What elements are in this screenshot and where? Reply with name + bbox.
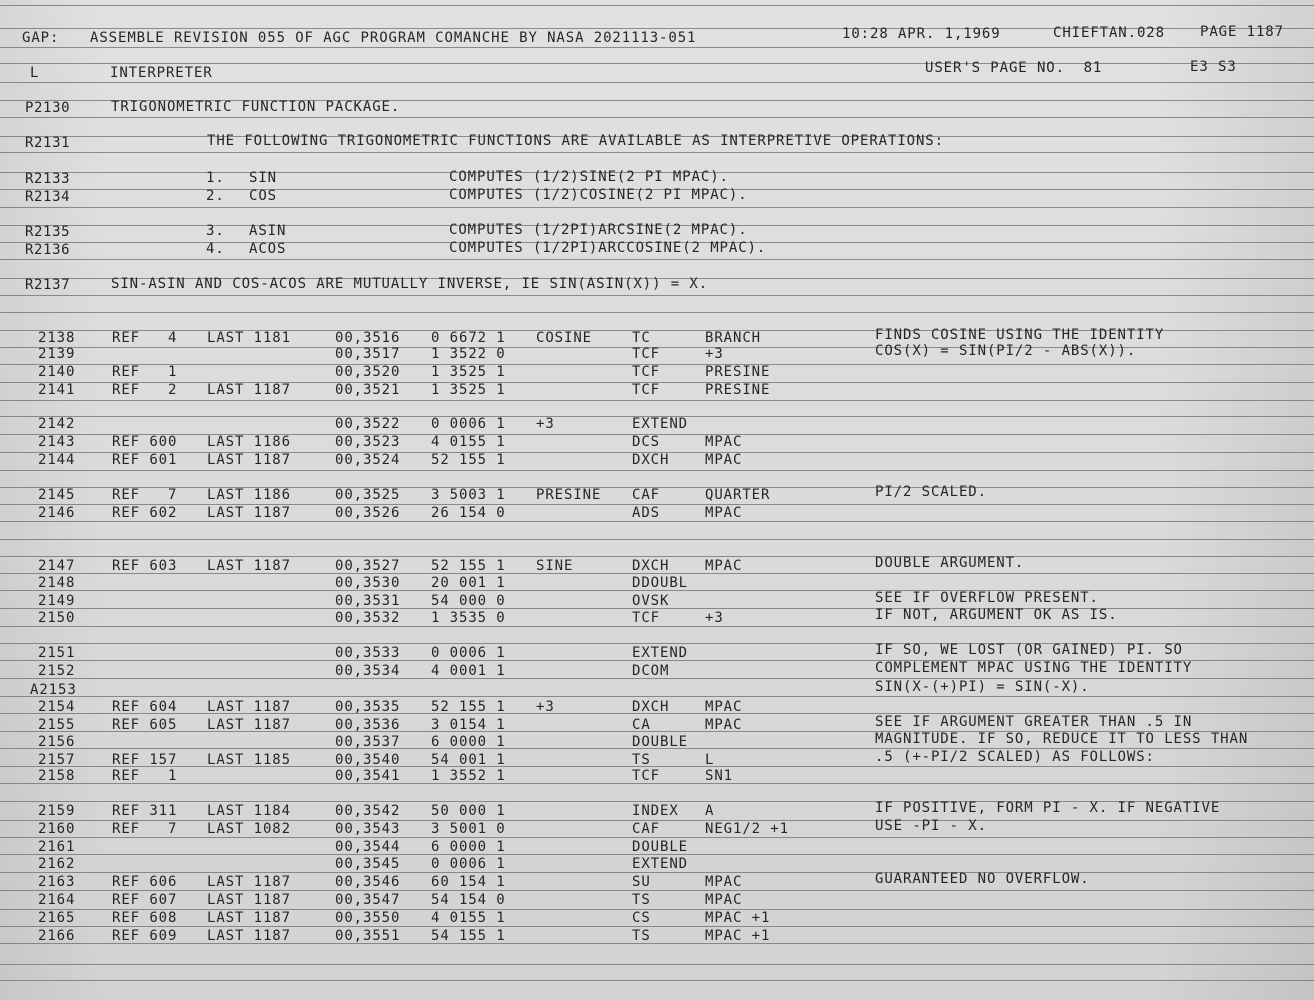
address: 00,3520 [335, 364, 401, 380]
opcode: DDOUBL [632, 575, 688, 591]
address: 00,3546 [335, 874, 401, 890]
ruled-line [0, 47, 1314, 48]
ruled-line [0, 980, 1314, 981]
comment: IF SO, WE LOST (OR GAINED) PI. SO [875, 642, 1183, 658]
line-number: 2151 [38, 645, 76, 661]
comment: PI/2 SCALED. [875, 484, 987, 500]
octal-word: 3 5001 0 [431, 821, 506, 837]
section-code: E3 S3 [1190, 59, 1237, 75]
last-page: LAST 1186 [207, 434, 291, 450]
operand: MPAC [705, 434, 743, 450]
operand: BRANCH [705, 330, 761, 346]
ruled-line [0, 926, 1314, 927]
ruled-line [0, 556, 1314, 557]
operand: NEG1/2 +1 [705, 821, 789, 837]
ref-count: REF 7 [112, 821, 178, 837]
octal-word: 54 001 1 [431, 752, 506, 768]
ref-count: REF 1 [112, 768, 178, 784]
address: 00,3536 [335, 717, 401, 733]
ruled-line [0, 82, 1314, 83]
operand: PRESINE [705, 382, 771, 398]
opcode: TC [632, 330, 651, 346]
opcode: EXTEND [632, 645, 688, 661]
line-number: 2161 [38, 839, 76, 855]
function-number: 4. [206, 241, 225, 257]
opcode: TS [632, 892, 651, 908]
address: 00,3524 [335, 452, 401, 468]
octal-word: 0 0006 1 [431, 856, 506, 872]
address: 00,3523 [335, 434, 401, 450]
address: 00,3547 [335, 892, 401, 908]
comment: SEE IF OVERFLOW PRESENT. [875, 590, 1099, 606]
operand: MPAC [705, 452, 743, 468]
last-page: LAST 1187 [207, 892, 291, 908]
opcode: EXTEND [632, 416, 688, 432]
comment: IF NOT, ARGUMENT OK AS IS. [875, 607, 1118, 623]
octal-word: 1 3522 0 [431, 346, 506, 362]
operand: MPAC [705, 505, 743, 521]
remark-id: R2136 [25, 242, 71, 258]
octal-word: 0 0006 1 [431, 416, 506, 432]
ruled-line [0, 872, 1314, 873]
opcode: DCOM [632, 663, 670, 679]
user-page-number: USER'S PAGE NO. 81 [925, 60, 1103, 76]
address: 00,3542 [335, 803, 401, 819]
address: 00,3543 [335, 821, 401, 837]
octal-word: 3 5003 1 [431, 487, 506, 503]
opcode: CA [632, 717, 651, 733]
address: 00,3526 [335, 505, 401, 521]
ruled-line [0, 943, 1314, 944]
remark-id: R2137 [25, 277, 71, 293]
octal-word: 26 154 0 [431, 505, 506, 521]
ruled-line [0, 539, 1314, 540]
ref-count: REF 157 [112, 752, 178, 768]
opcode: CAF [632, 487, 660, 503]
ruled-line [0, 909, 1314, 910]
opcode: TS [632, 752, 651, 768]
octal-word: 1 3552 1 [431, 768, 506, 784]
octal-word: 1 3525 1 [431, 364, 506, 380]
operand: +3 [705, 346, 724, 362]
symbol-label: COSINE [536, 330, 592, 346]
comment: SEE IF ARGUMENT GREATER THAN .5 IN [875, 714, 1193, 730]
remark-id: P2130 [25, 100, 71, 116]
ref-count: REF 311 [112, 803, 178, 819]
ruled-line [0, 521, 1314, 522]
ruled-line [0, 400, 1314, 401]
octal-word: 54 000 0 [431, 593, 506, 609]
operand: A [705, 803, 715, 819]
address: 00,3516 [335, 330, 401, 346]
function-name: SIN [249, 170, 277, 186]
ruled-line [0, 295, 1314, 296]
ref-count: REF 602 [112, 505, 178, 521]
opcode: TCF [632, 768, 660, 784]
ruled-line [0, 696, 1314, 697]
line-number: 2157 [38, 752, 76, 768]
line-number: 2155 [38, 717, 76, 733]
opcode: ADS [632, 505, 660, 521]
address: 00,3531 [335, 593, 401, 609]
ref-count: REF 603 [112, 558, 178, 574]
octal-word: 1 3535 0 [431, 610, 506, 626]
line-number: 2139 [38, 346, 76, 362]
ruled-line [0, 152, 1314, 153]
comment: IF POSITIVE, FORM PI - X. IF NEGATIVE [875, 800, 1221, 816]
address: 00,3551 [335, 928, 401, 944]
ruled-line [0, 626, 1314, 627]
opcode: DXCH [632, 699, 670, 715]
address: 00,3545 [335, 856, 401, 872]
line-number: 2146 [38, 505, 76, 521]
ref-count: REF 608 [112, 910, 178, 926]
remark-id: R2131 [25, 135, 71, 151]
ruled-line [0, 5, 1314, 6]
operand: PRESINE [705, 364, 771, 380]
ref-count: REF 601 [112, 452, 178, 468]
comment: SIN(X-(+)PI) = SIN(-X). [875, 679, 1090, 695]
octal-word: 20 001 1 [431, 575, 506, 591]
last-page: LAST 1187 [207, 505, 291, 521]
line-number: 2152 [38, 663, 76, 679]
comment: DOUBLE ARGUMENT. [875, 555, 1025, 571]
opcode: OVSK [632, 593, 670, 609]
ref-count: REF 607 [112, 892, 178, 908]
line-number: 2150 [38, 610, 76, 626]
last-page: LAST 1082 [207, 821, 291, 837]
comment: USE -PI - X. [875, 818, 987, 834]
octal-word: 4 0001 1 [431, 663, 506, 679]
octal-word: 54 155 1 [431, 928, 506, 944]
line-number: 2149 [38, 593, 76, 609]
octal-word: 0 6672 1 [431, 330, 506, 346]
opcode: CS [632, 910, 651, 926]
function-name: ACOS [249, 241, 287, 257]
comment: COMPLEMENT MPAC USING THE IDENTITY [875, 660, 1193, 676]
octal-word: 1 3525 1 [431, 382, 506, 398]
opcode: CAF [632, 821, 660, 837]
opcode: DXCH [632, 452, 670, 468]
function-description: COMPUTES (1/2)SINE(2 PI MPAC). [449, 169, 729, 185]
function-name: ASIN [249, 223, 287, 239]
line-number: 2164 [38, 892, 76, 908]
last-page: LAST 1184 [207, 803, 291, 819]
opcode: INDEX [632, 803, 679, 819]
function-description: COMPUTES (1/2PI)ARCSINE(2 MPAC). [449, 222, 748, 238]
opcode: DXCH [632, 558, 670, 574]
last-page: LAST 1187 [207, 910, 291, 926]
ruled-line [0, 312, 1314, 313]
address: 00,3527 [335, 558, 401, 574]
header-title: ASSEMBLE REVISION 055 OF AGC PROGRAM COMANCHE BY NASA 2021113-051 [90, 30, 697, 46]
ruled-line [0, 766, 1314, 767]
opcode: SU [632, 874, 651, 890]
remark-text: TRIGONOMETRIC FUNCTION PACKAGE. [111, 99, 401, 115]
last-page: LAST 1181 [207, 330, 291, 346]
section-title: INTERPRETER [110, 65, 213, 81]
operand: MPAC [705, 717, 743, 733]
comment: MAGNITUDE. IF SO, REDUCE IT TO LESS THAN [875, 731, 1249, 747]
ruled-line [0, 837, 1314, 838]
line-number: 2148 [38, 575, 76, 591]
line-number: 2145 [38, 487, 76, 503]
address: 00,3535 [335, 699, 401, 715]
symbol-label: PRESINE [536, 487, 602, 503]
opcode: EXTEND [632, 856, 688, 872]
line-number: 2163 [38, 874, 76, 890]
last-page: LAST 1187 [207, 558, 291, 574]
octal-word: 52 155 1 [431, 452, 506, 468]
operand: MPAC [705, 558, 743, 574]
last-page: LAST 1186 [207, 487, 291, 503]
operand: MPAC [705, 892, 743, 908]
ruled-line [0, 117, 1314, 118]
opcode: DOUBLE [632, 734, 688, 750]
operand: QUARTER [705, 487, 771, 503]
octal-word: 0 0006 1 [431, 645, 506, 661]
line-number: 2138 [38, 330, 76, 346]
ruled-line [0, 890, 1314, 891]
line-number: 2166 [38, 928, 76, 944]
remark-text: THE FOLLOWING TRIGONOMETRIC FUNCTIONS ARE AVAILABLE AS INTERPRETIVE OPERATIONS: [207, 133, 944, 149]
symbol-label: +3 [536, 416, 555, 432]
comment: FINDS COSINE USING THE IDENTITY [875, 327, 1165, 343]
ruled-line [0, 259, 1314, 260]
last-page: LAST 1187 [207, 874, 291, 890]
function-description: COMPUTES (1/2)COSINE(2 PI MPAC). [449, 187, 748, 203]
header-user: CHIEFTAN.028 [1053, 25, 1165, 41]
last-page: LAST 1187 [207, 928, 291, 944]
line-number: 2142 [38, 416, 76, 432]
last-page: LAST 1187 [207, 717, 291, 733]
line-number: 2165 [38, 910, 76, 926]
opcode: DOUBLE [632, 839, 688, 855]
ref-count: REF 605 [112, 717, 178, 733]
comment: GUARANTEED NO OVERFLOW. [875, 871, 1090, 887]
ref-count: REF 609 [112, 928, 178, 944]
address: 00,3541 [335, 768, 401, 784]
ruled-line [0, 964, 1314, 965]
address: 00,3540 [335, 752, 401, 768]
line-number: 2162 [38, 856, 76, 872]
function-number: 1. [206, 170, 225, 186]
ref-count: REF 7 [112, 487, 178, 503]
opcode: TS [632, 928, 651, 944]
function-number: 3. [206, 223, 225, 239]
octal-word: 52 155 1 [431, 558, 506, 574]
octal-word: 6 0000 1 [431, 734, 506, 750]
comment: COS(X) = SIN(PI/2 - ABS(X)). [875, 343, 1137, 359]
address: 00,3544 [335, 839, 401, 855]
address: 00,3530 [335, 575, 401, 591]
address: 00,3517 [335, 346, 401, 362]
line-number: 2143 [38, 434, 76, 450]
operand: +3 [705, 610, 724, 626]
opcode: TCF [632, 364, 660, 380]
opcode: DCS [632, 434, 660, 450]
ruled-line [0, 470, 1314, 471]
last-page: LAST 1187 [207, 452, 291, 468]
operand: MPAC [705, 874, 743, 890]
function-number: 2. [206, 188, 225, 204]
last-page: LAST 1187 [207, 382, 291, 398]
comment: .5 (+-PI/2 SCALED) AS FOLLOWS: [875, 749, 1155, 765]
address: 00,3550 [335, 910, 401, 926]
operand: MPAC +1 [705, 928, 771, 944]
ruled-line [0, 207, 1314, 208]
address: 00,3521 [335, 382, 401, 398]
remark-text: SIN-ASIN AND COS-ACOS ARE MUTUALLY INVERSE, IE SIN(ASIN(X)) = X. [111, 276, 709, 292]
address: 00,3522 [335, 416, 401, 432]
ref-count: REF 600 [112, 434, 178, 450]
opcode: TCF [632, 382, 660, 398]
ref-count: REF 606 [112, 874, 178, 890]
address: 00,3537 [335, 734, 401, 750]
address: 00,3532 [335, 610, 401, 626]
line-number: 2144 [38, 452, 76, 468]
function-description: COMPUTES (1/2PI)ARCCOSINE(2 MPAC). [449, 240, 767, 256]
subheader-letter: L [30, 65, 40, 81]
remark-id: R2133 [25, 171, 71, 187]
octal-word: 52 155 1 [431, 699, 506, 715]
symbol-label: SINE [536, 558, 574, 574]
remark-id: R2135 [25, 224, 71, 240]
line-number: 2154 [38, 699, 76, 715]
octal-word: 6 0000 1 [431, 839, 506, 855]
octal-word: 60 154 1 [431, 874, 506, 890]
line-number: 2156 [38, 734, 76, 750]
last-page: LAST 1187 [207, 699, 291, 715]
remark-id: R2134 [25, 189, 71, 205]
line-number: 2159 [38, 803, 76, 819]
octal-word: 3 0154 1 [431, 717, 506, 733]
last-page: LAST 1185 [207, 752, 291, 768]
function-name: COS [249, 188, 277, 204]
header-timestamp: 10:28 APR. 1,1969 [842, 26, 1001, 42]
ref-count: REF 1 [112, 364, 178, 380]
opcode: TCF [632, 610, 660, 626]
ref-count: REF 2 [112, 382, 178, 398]
line-number: 2158 [38, 768, 76, 784]
operand: SN1 [705, 768, 733, 784]
operand: MPAC [705, 699, 743, 715]
opcode: TCF [632, 346, 660, 362]
operand: L [705, 752, 715, 768]
ruled-line [0, 63, 1314, 64]
octal-word: 54 154 0 [431, 892, 506, 908]
address: 00,3533 [335, 645, 401, 661]
ref-count: REF 4 [112, 330, 178, 346]
ref-count: REF 604 [112, 699, 178, 715]
line-number: A2153 [30, 682, 77, 698]
operand: MPAC +1 [705, 910, 771, 926]
line-number: 2140 [38, 364, 76, 380]
octal-word: 50 000 1 [431, 803, 506, 819]
octal-word: 4 0155 1 [431, 910, 506, 926]
header-page: PAGE 1187 [1200, 24, 1284, 40]
octal-word: 4 0155 1 [431, 434, 506, 450]
gap-label: GAP: [22, 30, 60, 46]
symbol-label: +3 [536, 699, 555, 715]
line-number: 2141 [38, 382, 76, 398]
address: 00,3534 [335, 663, 401, 679]
address: 00,3525 [335, 487, 401, 503]
line-number: 2147 [38, 558, 76, 574]
line-number: 2160 [38, 821, 76, 837]
